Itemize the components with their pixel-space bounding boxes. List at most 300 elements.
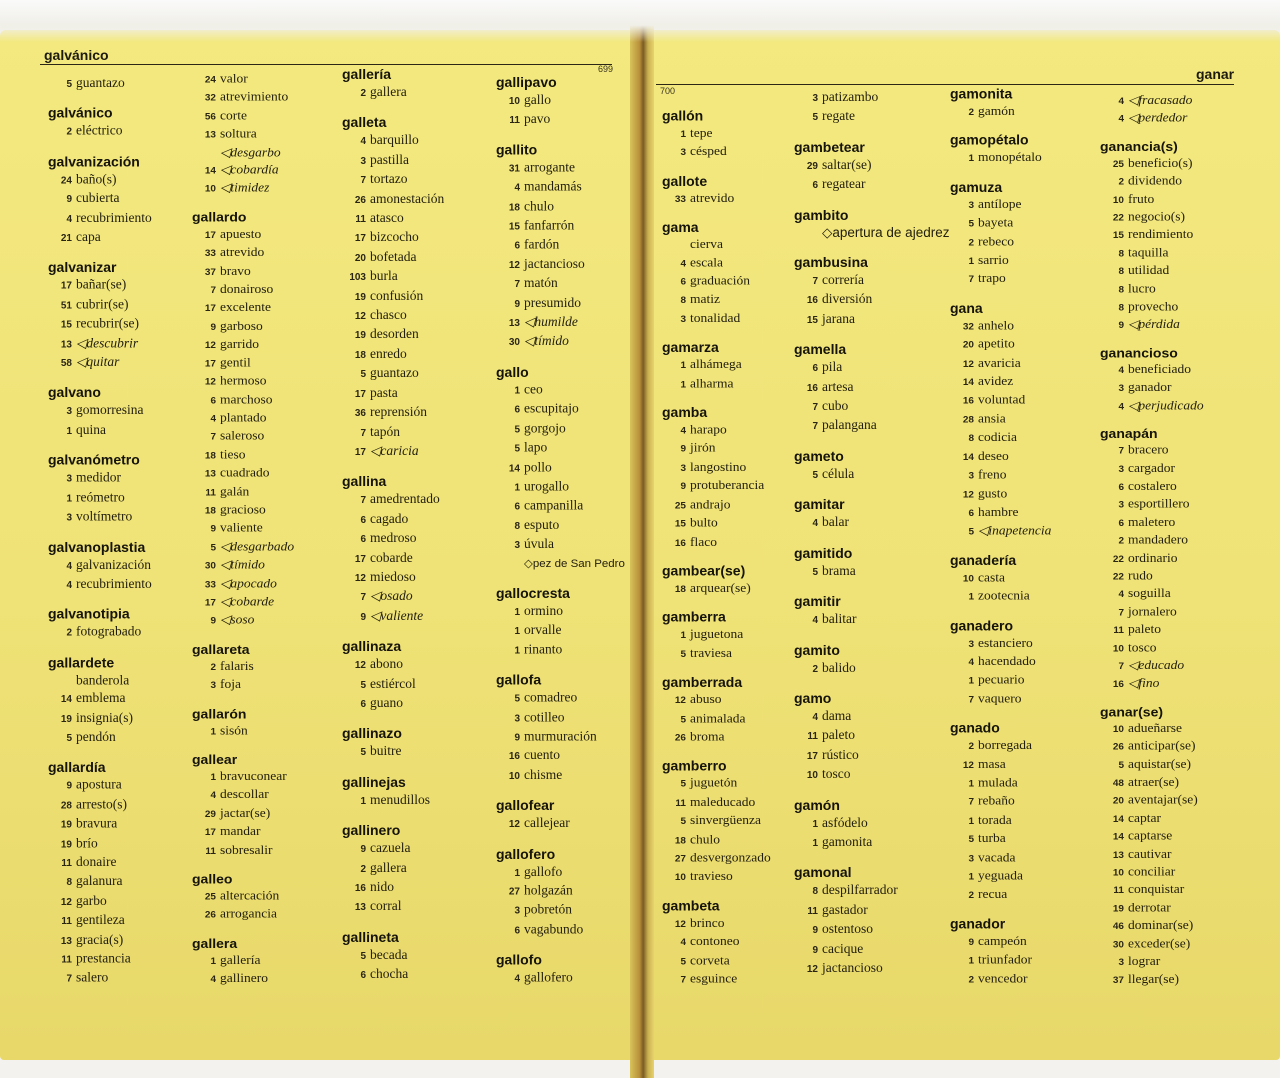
frequency-number: 4 — [680, 258, 686, 269]
synonym-word: garboso — [220, 318, 263, 333]
synonym-line — [794, 224, 950, 242]
frequency-number: 16 — [354, 883, 366, 894]
synonym-line — [192, 144, 332, 161]
antonym-word: ◁caricia — [370, 442, 419, 458]
synonym-line — [192, 786, 332, 804]
synonym-line — [950, 503, 1090, 522]
synonym-word: pecuario — [978, 672, 1025, 687]
dictionary-entry — [342, 725, 482, 761]
frequency-number: 5 — [812, 469, 818, 481]
headword: gallareta — [192, 641, 250, 657]
synonym-line — [950, 774, 1090, 793]
synonym-line — [496, 920, 636, 939]
frequency-number: 10 — [674, 872, 686, 884]
synonym-line — [1100, 720, 1240, 738]
frequency-number: 8 — [66, 877, 72, 889]
synonym-word: gallera — [370, 84, 407, 99]
frequency-number: 12 — [508, 819, 520, 831]
left-column-2 — [192, 70, 332, 1000]
synonym-line — [950, 848, 1090, 867]
synonym-line — [48, 209, 188, 228]
frequency-number: 18 — [204, 450, 216, 462]
synonym-line — [48, 74, 188, 93]
dictionary-entry — [342, 929, 482, 985]
dictionary-entry — [662, 758, 802, 886]
frequency-number: 1 — [968, 676, 974, 687]
synonym-word: derrotar — [1128, 900, 1171, 915]
dictionary-entry — [192, 209, 332, 630]
synonym-word: atrevido — [690, 190, 735, 205]
synonym-line — [48, 853, 188, 872]
synonym-word: donairoso — [220, 281, 274, 296]
frequency-number: 13 — [508, 318, 520, 330]
frequency-number: 30 — [1112, 939, 1124, 951]
synonym-word: matiz — [690, 291, 720, 307]
synonym-line — [192, 483, 332, 501]
dictionary-entry — [1100, 704, 1240, 989]
headword: gamito — [794, 641, 840, 658]
frequency-number: 8 — [1118, 302, 1124, 314]
synonym-line — [1100, 899, 1240, 917]
synonym-line — [342, 151, 482, 170]
frequency-number: 48 — [1112, 778, 1124, 789]
synonym-word: confusión — [370, 287, 424, 303]
synonym-line — [48, 776, 188, 795]
synonym-word: broma — [690, 729, 725, 744]
headword: galvánico — [48, 105, 113, 122]
frequency-number: 3 — [210, 680, 216, 692]
frequency-number: 5 — [968, 526, 974, 538]
frequency-number: 3 — [812, 93, 818, 104]
synonym-word: cierva — [690, 236, 723, 252]
synonym-line — [950, 951, 1090, 970]
synonym-line — [192, 299, 332, 317]
frequency-number: 2 — [360, 88, 366, 99]
synonym-line — [794, 562, 934, 581]
synonym-line — [794, 959, 934, 978]
synonym-line — [662, 143, 802, 162]
synonym-word: lograr — [1128, 954, 1161, 969]
synonym-line — [496, 621, 636, 640]
frequency-number: 3 — [360, 155, 366, 167]
synonym-line — [794, 88, 934, 107]
dictionary-entry — [192, 706, 332, 741]
synonym-line — [950, 867, 1090, 886]
frequency-number: 14 — [508, 462, 520, 474]
frequency-number: 22 — [1112, 554, 1124, 565]
synonym-line — [496, 400, 636, 419]
synonym-line — [1100, 227, 1240, 245]
frequency-number: 19 — [354, 291, 366, 303]
synonym-line — [950, 811, 1090, 830]
synonym-word: miedoso — [370, 568, 416, 584]
synonym-line — [192, 161, 332, 179]
frequency-number: 9 — [514, 732, 520, 744]
synonym-word: patizambo — [822, 89, 879, 104]
synonym-word: becada — [370, 946, 408, 962]
synonym-word: pavo — [524, 111, 551, 127]
synonym-word: harapo — [690, 421, 727, 437]
synonym-word: sarrio — [978, 252, 1009, 267]
frequency-number: 3 — [1118, 957, 1124, 969]
synonym-line — [950, 410, 1090, 429]
synonym-line — [794, 378, 934, 397]
synonym-line — [662, 709, 802, 728]
frequency-number: 14 — [1112, 814, 1124, 825]
synonym-word: gastador — [822, 901, 868, 917]
synonym-line — [48, 834, 188, 853]
headword: gambeta — [662, 897, 720, 914]
synonym-line — [496, 178, 636, 197]
dictionary-entry — [192, 70, 332, 198]
synonym-line — [1100, 585, 1240, 603]
frequency-number: 6 — [360, 698, 366, 710]
synonym-word: gallería — [220, 952, 261, 967]
dictionary-entry — [662, 405, 802, 552]
synonym-word: sinvergüenza — [690, 812, 761, 828]
synonym-line — [342, 694, 482, 713]
synonym-word: escupitajo — [524, 400, 579, 416]
frequency-number: 1 — [514, 606, 520, 618]
dictionary-entry — [794, 496, 934, 532]
synonym-word: medidor — [76, 469, 121, 485]
headword: gallina — [342, 473, 387, 490]
dictionary-entry — [950, 720, 1090, 904]
synonym-line — [342, 170, 482, 189]
frequency-number: 5 — [680, 816, 686, 828]
right-column-1 — [662, 108, 802, 1000]
dictionary-entry — [1100, 345, 1240, 415]
synonym-word: recua — [978, 886, 1008, 902]
synonym-line — [48, 969, 188, 988]
synonym-word: tosco — [822, 766, 851, 782]
synonym-word: gracia(s) — [76, 931, 124, 947]
synonym-word: turba — [978, 830, 1006, 846]
frequency-number: 4 — [210, 790, 216, 802]
synonym-word: saleroso — [220, 428, 265, 443]
synonym-line — [1100, 828, 1240, 846]
frequency-number: 12 — [354, 572, 366, 584]
right-column-2 — [794, 88, 950, 990]
synonym-line — [496, 294, 636, 313]
headword: gallofa — [496, 671, 542, 688]
synonym-line — [342, 306, 482, 325]
dictionary-entry — [496, 364, 636, 573]
synonym-line — [662, 375, 802, 394]
synonym-word: voluntad — [978, 392, 1026, 407]
frequency-number: 5 — [680, 714, 686, 725]
headword: gallito — [496, 141, 538, 158]
synonym-line — [1100, 549, 1240, 567]
synonym-word: dominar(se) — [1128, 918, 1194, 933]
synonym-word: banderola — [76, 672, 130, 688]
synonym-word: valiente — [220, 520, 263, 535]
synonym-word: capa — [76, 229, 101, 245]
synonym-word: foja — [220, 676, 241, 692]
synonym-line — [794, 610, 934, 629]
frequency-number: 4 — [680, 425, 686, 437]
frequency-number: 1 — [514, 867, 520, 879]
frequency-number: 5 — [968, 834, 974, 846]
synonym-line — [48, 122, 188, 141]
synonym-line — [662, 440, 802, 459]
synonym-line — [192, 428, 332, 446]
synonym-line — [1100, 531, 1240, 549]
frequency-number: 28 — [60, 800, 72, 812]
synonym-word: ormino — [524, 602, 563, 618]
frequency-number: 25 — [1112, 159, 1124, 170]
synonym-word: apetito — [978, 336, 1015, 351]
synonym-line — [342, 209, 482, 228]
synonym-word: gracioso — [220, 502, 266, 517]
synonym-line — [342, 325, 482, 344]
dictionary-entry — [496, 142, 636, 352]
synonym-word: langostino — [690, 459, 747, 474]
left-column-1 — [48, 74, 188, 1000]
synonym-word: gallera — [370, 859, 407, 875]
frequency-number: 6 — [968, 508, 974, 519]
synonym-word: mulada — [978, 774, 1018, 790]
frequency-number: 5 — [968, 218, 974, 230]
frequency-number: 1 — [812, 818, 818, 830]
synonym-word: cautivar — [1128, 846, 1172, 861]
synonym-word: jactar(se) — [220, 805, 271, 820]
frequency-number: 8 — [680, 295, 686, 307]
synonym-line — [950, 634, 1090, 653]
synonym-word: gomorresina — [76, 402, 144, 418]
synonym-word: rebeco — [978, 233, 1014, 249]
synonym-word: guantazo — [76, 74, 125, 90]
synonym-line — [342, 287, 482, 306]
synonym-word: bayeta — [978, 215, 1014, 230]
headword: gallear — [192, 751, 238, 767]
frequency-number: 5 — [680, 779, 686, 790]
synonym-line — [950, 447, 1090, 466]
synonym-line — [662, 951, 802, 970]
frequency-number: 7 — [680, 974, 686, 986]
right-running-head: ganar — [1196, 66, 1235, 82]
synonym-line — [496, 110, 636, 129]
frequency-number: 9 — [680, 444, 686, 456]
frequency-number: 19 — [60, 838, 72, 850]
headword: galvanoplastia — [48, 538, 146, 555]
synonym-line — [662, 124, 802, 143]
frequency-number: 12 — [508, 260, 520, 272]
frequency-number: 3 — [1118, 464, 1124, 475]
frequency-number: 3 — [514, 906, 520, 918]
frequency-number: 5 — [514, 693, 520, 705]
headword: gallería — [342, 66, 392, 82]
synonym-word: taquilla — [1128, 245, 1169, 260]
synonym-line — [1100, 774, 1240, 792]
headword: ganapán — [1100, 426, 1158, 441]
synonym-word: masa — [978, 756, 1006, 771]
headword: galvano — [48, 384, 101, 401]
synonym-word: maleducado — [690, 794, 756, 809]
frequency-number: 15 — [1112, 231, 1124, 242]
dictionary-entry — [794, 88, 934, 127]
frequency-number: 2 — [968, 741, 974, 752]
synonym-word: dividendo — [1128, 173, 1182, 188]
synonym-line — [950, 354, 1090, 373]
frequency-number: 3 — [680, 463, 686, 474]
synonym-line — [48, 575, 188, 594]
headword: gamón — [794, 796, 840, 813]
dictionary-entry — [794, 690, 934, 785]
frequency-number: 18 — [354, 349, 366, 361]
synonym-line — [342, 742, 482, 761]
dictionary-entry — [950, 179, 1090, 289]
synonym-line — [1100, 280, 1240, 298]
frequency-number: 19 — [60, 713, 72, 725]
synonym-line — [342, 549, 482, 568]
frequency-number: 1 — [66, 425, 72, 437]
frequency-number: 7 — [968, 274, 974, 286]
frequency-number: 9 — [812, 925, 818, 937]
synonym-word: escala — [690, 254, 723, 269]
synonym-line — [950, 270, 1090, 289]
frequency-number: 3 — [1118, 383, 1124, 394]
synonym-line — [1100, 209, 1240, 227]
synonym-line — [662, 189, 802, 208]
frequency-number: 13 — [354, 902, 366, 914]
headword: galvanización — [48, 153, 140, 170]
frequency-number: 29 — [806, 160, 818, 172]
synonym-line — [48, 795, 188, 814]
synonym-line — [48, 296, 188, 315]
synonym-word: pobretón — [524, 902, 572, 918]
synonym-word: galanura — [76, 873, 123, 889]
frequency-number: 6 — [360, 514, 366, 526]
frequency-number: 4 — [66, 560, 72, 572]
synonym-line — [1100, 756, 1240, 774]
synonym-line — [1100, 496, 1240, 514]
frequency-number: 5 — [680, 649, 686, 660]
synonym-line — [1100, 361, 1240, 379]
synonym-line — [342, 248, 482, 267]
synonym-word: graduación — [690, 273, 750, 288]
synonym-line — [794, 707, 934, 726]
frequency-number: 30 — [204, 561, 216, 572]
synonym-line — [496, 516, 636, 535]
synonym-line — [496, 236, 636, 255]
synonym-word: esputo — [524, 516, 560, 532]
synonym-word: hacendado — [978, 653, 1036, 668]
synonym-line — [496, 727, 636, 746]
synonym-line — [1100, 657, 1240, 675]
headword: ganancia(s) — [1100, 139, 1178, 154]
antonym-word: ◁valiente — [370, 607, 424, 623]
frequency-number: 1 — [968, 153, 974, 165]
frequency-number: 9 — [66, 194, 72, 206]
frequency-number: 36 — [354, 408, 366, 420]
frequency-number: 24 — [60, 175, 72, 187]
synonym-line — [496, 747, 636, 766]
dictionary-entry — [192, 871, 332, 924]
synonym-word: jactancioso — [822, 959, 883, 975]
synonym-word: llegar(se) — [1128, 972, 1179, 986]
headword: ganado — [950, 720, 1000, 736]
frequency-number: 6 — [514, 501, 520, 513]
synonym-line — [794, 659, 934, 678]
frequency-number: 51 — [60, 300, 72, 312]
headword: gamitir — [794, 593, 841, 610]
synonym-word: beneficio(s) — [1128, 155, 1193, 170]
synonym-word: cubo — [822, 398, 849, 414]
antonym-word: ◁tímido — [220, 557, 265, 572]
frequency-number: 1 — [680, 379, 686, 390]
dictionary-entry — [662, 108, 802, 162]
headword: gamarza — [662, 339, 719, 355]
dictionary-entry — [48, 759, 188, 988]
synonym-word: anhelo — [978, 317, 1014, 333]
dictionary-entry — [48, 259, 188, 372]
headword: gamopétalo — [950, 132, 1029, 148]
frequency-number: 5 — [210, 542, 216, 554]
frequency-number: 17 — [204, 230, 216, 241]
frequency-number: 56 — [204, 111, 216, 122]
synonym-line — [342, 510, 482, 529]
synonym-line — [950, 429, 1090, 448]
synonym-line — [342, 655, 482, 674]
frequency-number: 7 — [1118, 661, 1124, 672]
synonym-word: marchoso — [220, 391, 273, 407]
dictionary-entry — [342, 774, 482, 810]
synonym-word: campeón — [978, 933, 1027, 948]
synonym-word: zootecnia — [978, 588, 1030, 603]
synonym-word: borregada — [978, 737, 1032, 752]
synonym-line — [48, 170, 188, 189]
dictionary-entry — [794, 206, 950, 242]
synonym-word: gentileza — [76, 912, 125, 928]
synonym-line — [1100, 442, 1240, 460]
synonym-line — [950, 317, 1090, 336]
antonym-word: ◁soso — [220, 612, 255, 627]
synonym-line — [48, 728, 188, 747]
synonym-line — [342, 675, 482, 694]
synonym-word: bulto — [690, 515, 718, 530]
antonym-word: ◁cobarde — [220, 594, 275, 609]
synonym-line — [192, 841, 332, 859]
synonym-word: cuento — [524, 747, 560, 763]
synonym-line — [192, 970, 332, 988]
dictionary-entry — [950, 916, 1090, 988]
synonym-word: orvalle — [524, 622, 562, 638]
headword: gallote — [662, 173, 708, 189]
synonym-word: reprensión — [370, 404, 427, 420]
frequency-number: 2 — [968, 107, 974, 118]
synonym-word: gamonita — [822, 833, 873, 849]
synonym-word: nido — [370, 879, 395, 894]
frequency-number: 5 — [1118, 760, 1124, 771]
synonym-line — [1100, 298, 1240, 316]
synonym-line — [496, 158, 636, 177]
frequency-number: 103 — [349, 272, 366, 284]
frequency-number: 2 — [968, 237, 974, 249]
synonym-word: esguince — [690, 971, 738, 986]
synonym-word: tortazo — [370, 171, 408, 187]
dictionary-entry — [1100, 92, 1240, 128]
dictionary-entry — [48, 452, 188, 527]
synonym-line — [794, 310, 934, 329]
synonym-line — [1100, 155, 1240, 173]
antonym-word: ◁fino — [1128, 676, 1160, 690]
synonym-word: soltura — [220, 126, 257, 141]
synonym-word: bravo — [220, 263, 251, 278]
frequency-number: 7 — [968, 797, 974, 808]
synonym-word: alharma — [690, 375, 734, 390]
frequency-number: 7 — [812, 421, 818, 433]
